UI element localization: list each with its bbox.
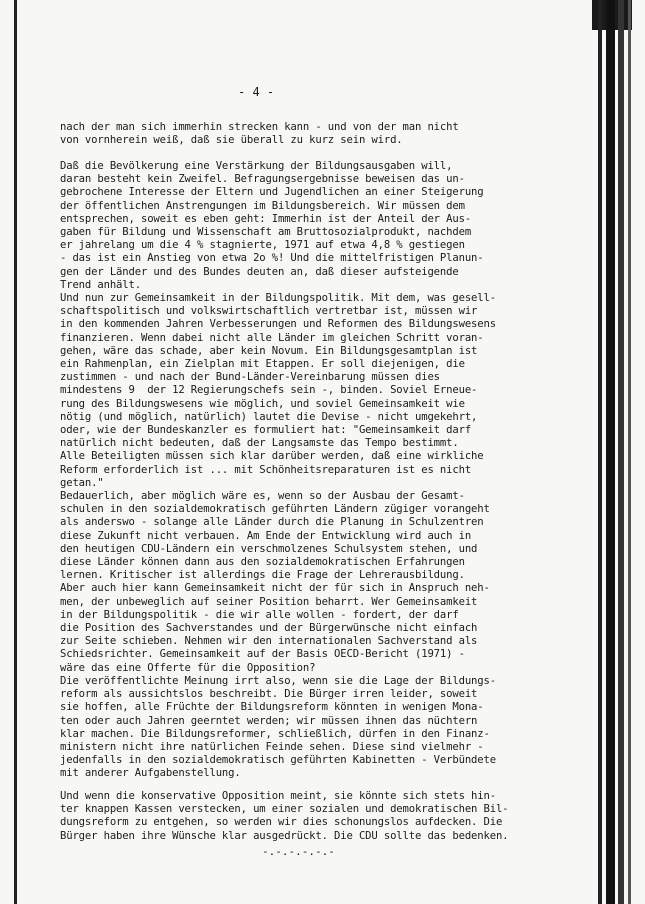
text-line: Bürger haben ihre Wünsche klar ausgedrückt. Die CDU sollte das bedenken.	[60, 829, 509, 842]
text-line: klar machen. Die Bildungsreformer, schließlich, dürfen in den Finanz-	[60, 727, 490, 740]
text-line: schulen in den sozialdemokratisch geführten Ländern zügiger vorangeht	[60, 503, 490, 516]
page-number: - 4 -	[238, 85, 275, 99]
text-line: Die veröffentlichte Meinung irrt also, wenn sie die Lage der Bildungs-	[60, 675, 496, 687]
text-line: Reform erforderlich ist ... mit Schönheitsreparaturen ist es nicht	[60, 463, 472, 476]
scan-border-right-dark	[606, 0, 615, 904]
text-line: mit anderer Aufgabenstellung.	[60, 767, 241, 780]
text-line: mindestens 9 der 12 Regierungschefs sein -, binden. Soviel Erneue-	[60, 384, 478, 397]
text-line: Und wenn die konservative Opposition meint, sie könnte sich stets hin-	[60, 790, 496, 802]
text-line: reform als aussichtslos beschreibt. Die Bürger irren leider, soweit	[60, 688, 478, 701]
text-line: zustimmen - und nach der Bund-Länder-Vereinbarung müssen dies	[60, 371, 440, 384]
text-line: getan."	[60, 476, 104, 489]
text-line: schaftspolitisch und volkswirtschaftlich vertretbar ist, müssen wir	[60, 305, 478, 318]
text-line: Bedauerlich, aber möglich wäre es, wenn so der Ausbau der Gesamt-	[60, 490, 465, 502]
text-line: von vornherein weiß, daß sie überall zu kurz sein wird.	[60, 134, 403, 147]
text-line: Trend anhält.	[60, 278, 141, 291]
text-line: nach der man sich immerhin strecken kann - und von der man nicht	[60, 121, 459, 133]
text-line: der öffentlichen Anstrengungen im Bildungsbereich. Wir müssen dem	[60, 199, 465, 212]
scan-border-left	[14, 0, 17, 904]
text-line: entsprechen, soweit es eben geht: Immerhin ist der Anteil der Aus-	[60, 212, 472, 225]
text-line: gebrochene Interesse der Eltern und Jugendlichen an einer Steigerung	[60, 186, 484, 199]
scan-border-right-edge	[628, 0, 631, 904]
text-line: wäre das eine Offerte für die Opposition?	[60, 661, 316, 674]
paragraph-6	[60, 790, 572, 843]
text-line: Alle Beteiligten müssen sich klar darüber werden, daß eine wirkliche	[60, 450, 484, 463]
text-line: er jahrelang um die 4 % stagnierte, 1971 auf etwa 4,8 % gestiegen	[60, 239, 465, 252]
paragraph-5	[60, 675, 572, 781]
text-line: ministern nicht ihre natürlichen Feinde sehen. Diese sind vielmehr -	[60, 741, 484, 754]
text-line: gen der Länder und des Bundes deuten an, daß dieser aufsteigende	[60, 265, 459, 278]
scan-border-right	[598, 0, 602, 904]
text-line: Und nun zur Gemeinsamkeit in der Bildungspolitik. Mit dem, was gesell-	[60, 292, 496, 304]
scan-border-right-outer	[618, 0, 624, 904]
text-line: nötig (und möglich, natürlich) lautet die Devise - nicht umgekehrt,	[60, 410, 478, 423]
text-line: Schiedsrichter. Gemeinsamkeit auf der Basis OECD-Bericht (1971) -	[60, 648, 465, 661]
paragraph-3	[60, 292, 572, 490]
text-line: in der Bildungspolitik - die wir alle wollen - fordert, der darf	[60, 608, 459, 621]
text-line: Aber auch hier kann Gemeinsamkeit nicht der für sich in Anspruch neh-	[60, 582, 490, 595]
text-line: die Position des Sachverstandes und der Bürgerwünsche nicht einfach	[60, 622, 478, 635]
text-line: den heutigen CDU-Ländern ein verschmolzenes Schulsystem stehen, und	[60, 542, 478, 555]
text-line: Daß die Bevölkerung eine Verstärkung der Bildungsausgaben will,	[60, 160, 453, 172]
text-line: in den kommenden Jahren Verbesserungen und Reformen des Bildungswesens	[60, 318, 496, 331]
text-line: men, der unbeweglich auf seiner Position beharrt. Wer Gemeinsamkeit	[60, 595, 478, 608]
text-line: sie hoffen, alle Früchte der Bildungsreform könnten in wenigen Mona-	[60, 701, 484, 714]
text-line: ter knappen Kassen verstecken, um einer sozialen und demokratischen Bil-	[60, 803, 509, 816]
text-line: diese Zukunft nicht verbauen. Am Ende der Entwicklung wird auch in	[60, 529, 472, 542]
text-line: als anderswo - solange alle Länder durch die Planung in Schulzentren	[60, 516, 484, 529]
text-line: lernen. Kritischer ist allerdings die Frage der Lehrerausbildung.	[60, 569, 465, 582]
text-line: daran besteht kein Zweifel. Befragungsergebnisse beweisen das un-	[60, 173, 465, 186]
text-line: jedenfalls in den sozialdemokratisch geführten Kabinetten - Verbündete	[60, 754, 496, 767]
paragraph-2	[60, 160, 572, 292]
paragraph-4	[60, 490, 572, 675]
text-line: natürlich nicht bedeuten, daß der Langsamste das Tempo bestimmt.	[60, 437, 459, 450]
end-mark: -.-.-.-.-.-	[262, 845, 335, 858]
text-line: diese Länder können dann aus den sozialdemokratischen Erfahrungen	[60, 556, 465, 569]
text-line: dungsreform zu entgehen, so werden wir dies schonungslos aufdecken. Die	[60, 816, 503, 829]
text-line: rung des Bildungswesens wie möglich, und soviel Gemeinsamkeit wie	[60, 397, 465, 410]
text-line: - das ist ein Anstieg von etwa 2o %! Und die mittelfristigen Planun-	[60, 252, 484, 265]
text-line: oder, wie der Bundeskanzler es formuliert hat: "Gemeinsamkeit darf	[60, 424, 472, 437]
text-line: gaben für Bildung und Wissenschaft am Bruttosozialprodukt, nachdem	[60, 226, 472, 239]
text-line: ein Rahmenplan, ein Zielplan mit Etappen. Er soll diejenigen, die	[60, 358, 465, 371]
text-line: zur Seite schieben. Nehmen wir den internationalen Sachverstand als	[60, 635, 478, 648]
text-line: gehen, wäre das schade, aber kein Novum. Ein Bildungsgesamtplan ist	[60, 344, 478, 357]
paragraph-1	[60, 121, 572, 147]
text-line: finanzieren. Wenn dabei nicht alle Länder im gleichen Schritt voran-	[60, 331, 484, 344]
text-line: ten oder auch Jahren geerntet werden; wir müssen ihnen das nüchtern	[60, 714, 478, 727]
